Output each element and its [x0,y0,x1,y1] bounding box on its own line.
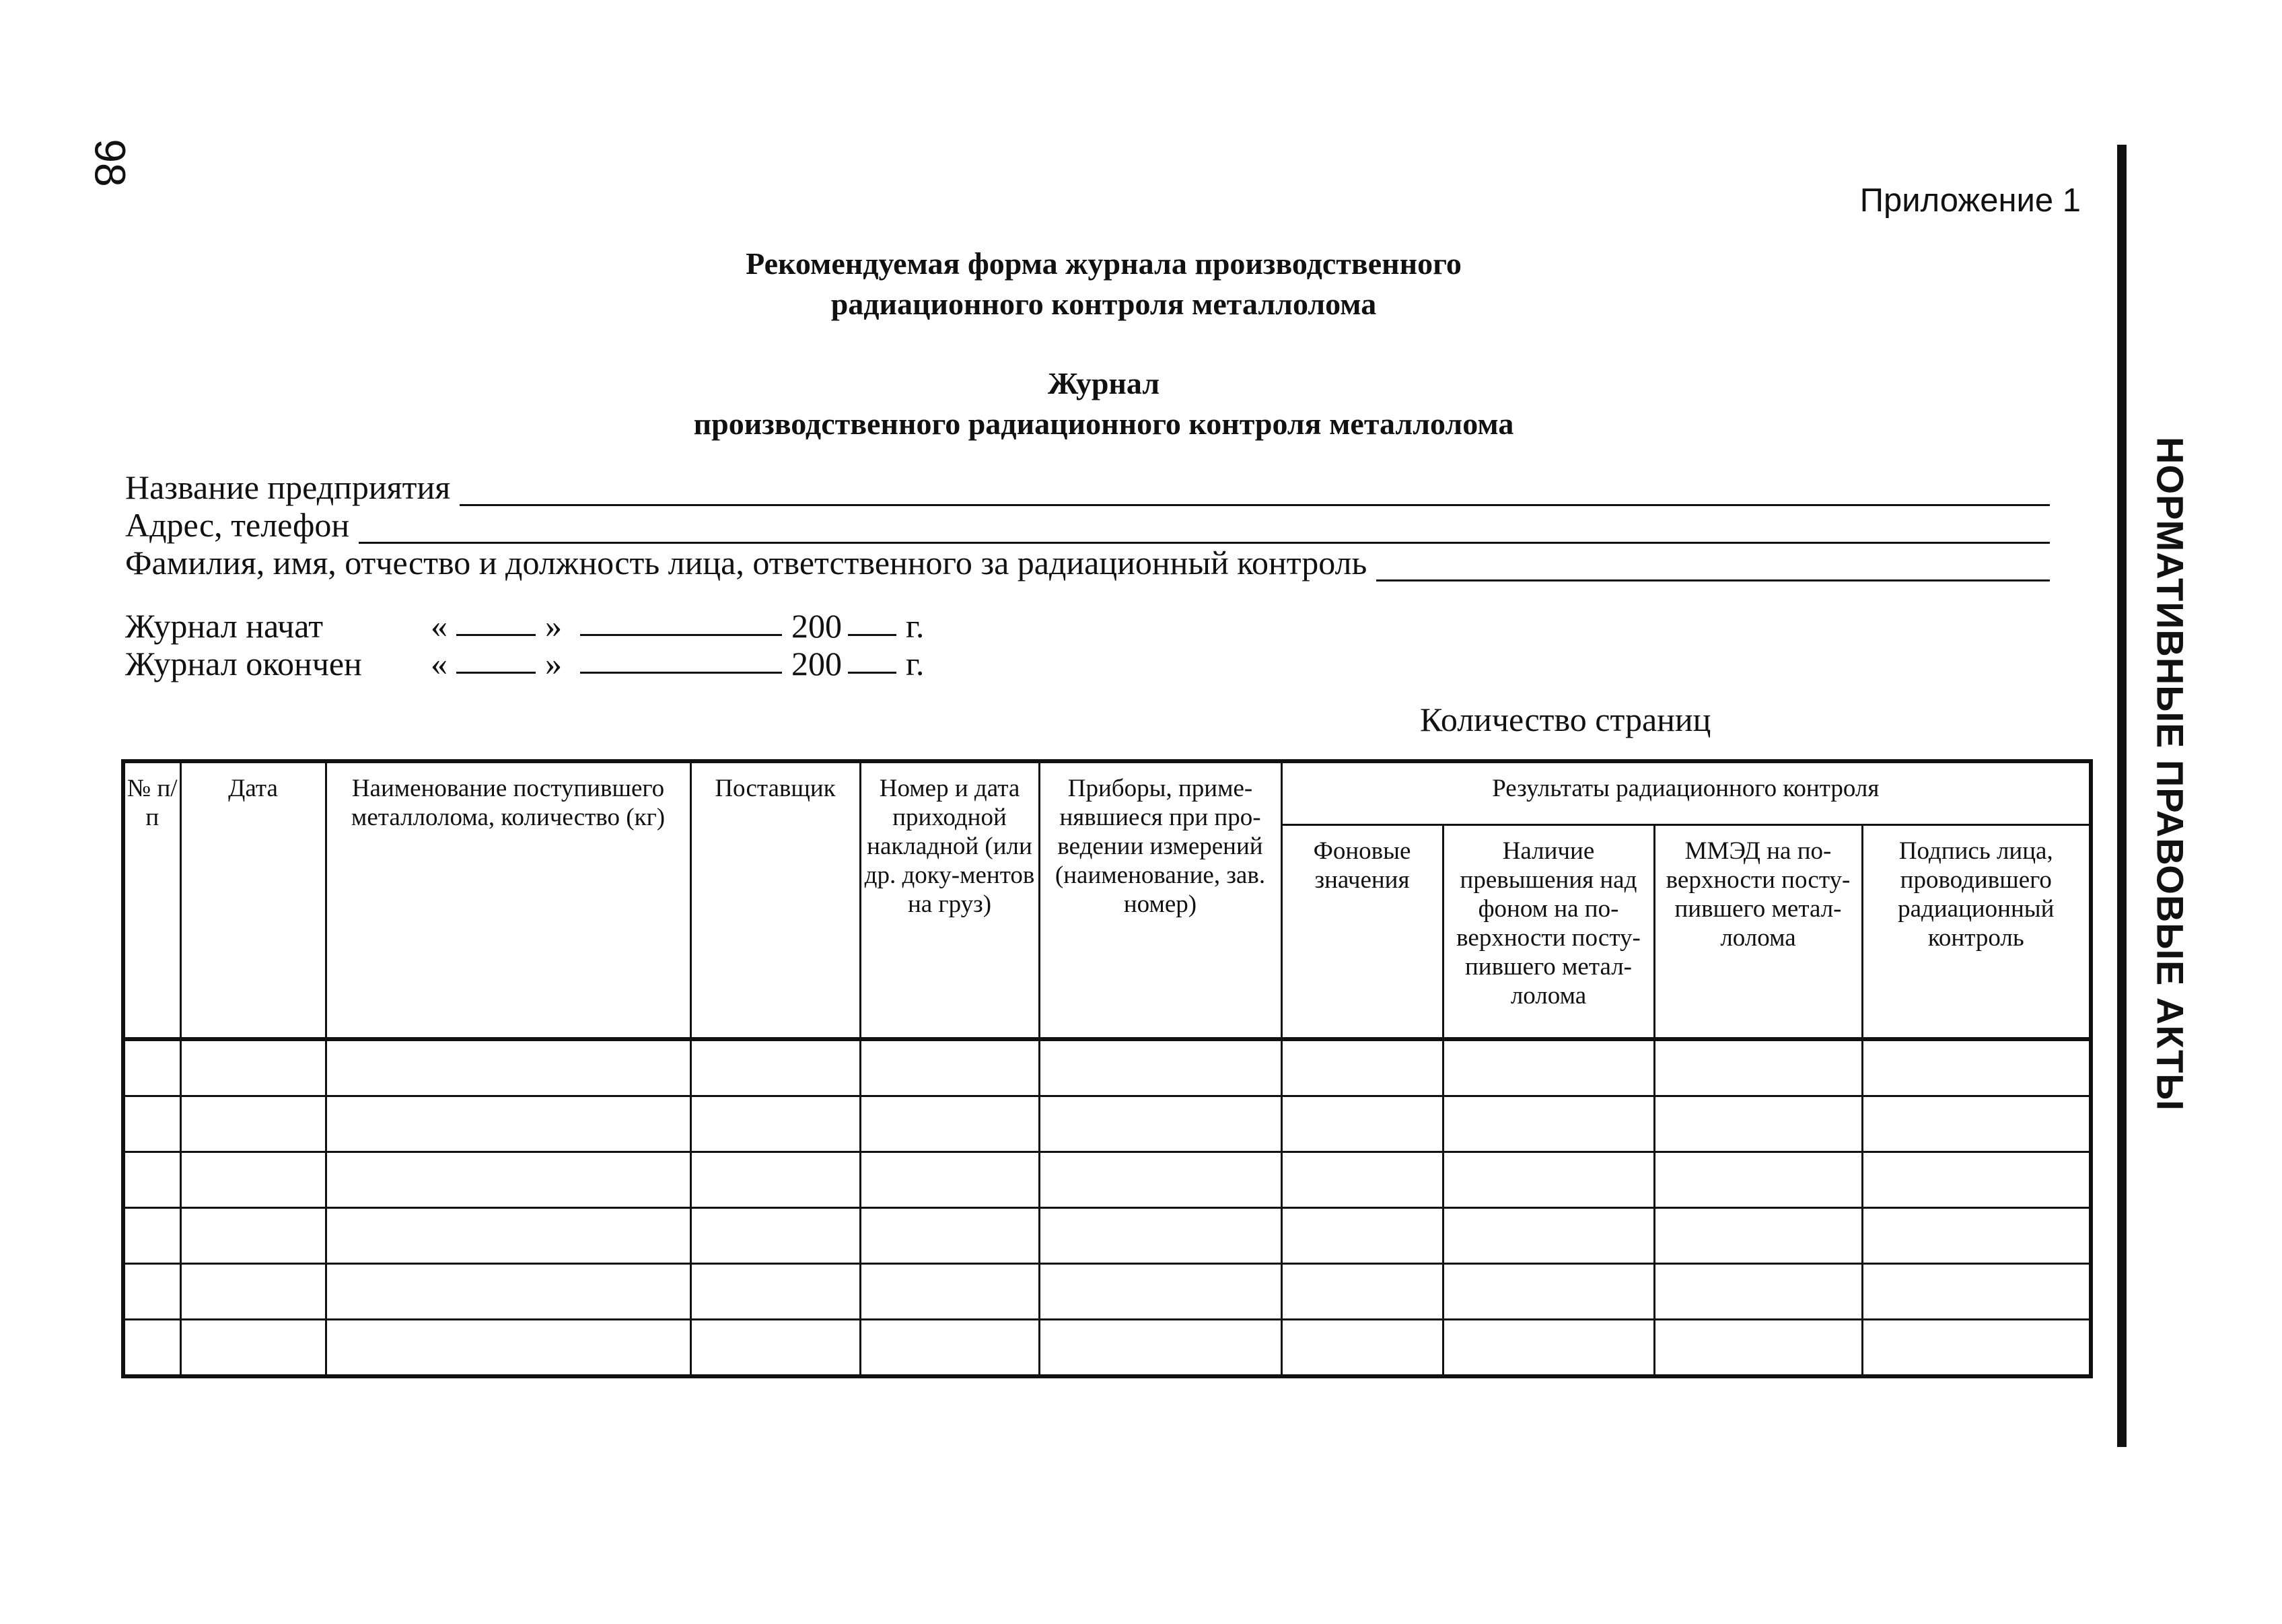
day-blank[interactable] [456,645,536,674]
table-cell[interactable] [1039,1320,1281,1377]
table-cell[interactable] [1039,1096,1281,1152]
table-row [123,1039,2091,1096]
year-blank[interactable] [848,645,896,674]
column-header-dose-rate: ММЭД на по-верхности посту-пившего метал-лолома [1654,825,1862,1040]
document-title-line1: Рекомендуемая форма журнала производственного [746,246,1462,281]
table-row [123,1320,2091,1377]
table-cell[interactable] [180,1096,326,1152]
table-cell[interactable] [1443,1320,1654,1377]
page-number: 98 [85,139,135,187]
table-cell[interactable] [1039,1039,1281,1096]
table-cell[interactable] [123,1208,180,1264]
column-header-excess: Наличие превышения над фоном на по-верхности посту-пившего метал-лолома [1443,825,1654,1040]
table-cell[interactable] [1862,1096,2091,1152]
enterprise-field [125,467,2050,506]
journal-ended-label: Журнал окончен [125,645,362,682]
table-cell[interactable] [326,1152,690,1208]
table-cell[interactable] [1443,1096,1654,1152]
column-header-scrap-name: Наименование поступившего металлолома, количество (кг) [326,761,690,1039]
column-header-invoice: Номер и дата приходной накладной (или др. доку-ментов на груз) [860,761,1039,1039]
table-cell[interactable] [180,1152,326,1208]
table-cell[interactable] [1281,1096,1443,1152]
pages-count-label: Количество страниц [1420,701,1711,738]
journal-table-body [123,1039,2091,1376]
table-cell[interactable] [123,1320,180,1377]
table-cell[interactable] [860,1039,1039,1096]
table-cell[interactable] [1862,1264,2091,1320]
table-row [123,1096,2091,1152]
table-cell[interactable] [180,1320,326,1377]
month-blank[interactable] [580,645,782,674]
table-cell[interactable] [1281,1264,1443,1320]
table-cell[interactable] [326,1096,690,1152]
table-cell[interactable] [690,1208,860,1264]
table-cell[interactable] [860,1320,1039,1377]
year-prefix: 200 [791,607,842,645]
table-cell[interactable] [690,1320,860,1377]
column-group-results: Результаты радиационного контроля [1281,761,2091,825]
year-suffix: г. [906,607,925,645]
table-cell[interactable] [1443,1152,1654,1208]
table-row [123,1208,2091,1264]
table-cell[interactable] [1654,1264,1862,1320]
table-cell[interactable] [123,1096,180,1152]
table-cell[interactable] [860,1096,1039,1152]
table-row [123,1152,2091,1208]
column-header-background: Фоновые значения [1281,825,1443,1040]
table-cell[interactable] [1281,1208,1443,1264]
table-cell[interactable] [326,1264,690,1320]
column-header-date: Дата [180,761,326,1039]
table-cell[interactable] [1039,1152,1281,1208]
table-row [123,1264,2091,1320]
table-cell[interactable] [1443,1208,1654,1264]
table-cell[interactable] [1654,1208,1862,1264]
year-blank[interactable] [848,607,896,636]
journal-title-line1: Журнал [1047,366,1160,400]
table-cell[interactable] [690,1039,860,1096]
table-cell[interactable] [690,1096,860,1152]
column-header-signature: Подпись лица, проводившего радиационный контроль [1862,825,2091,1040]
responsible-field [125,542,2050,581]
table-cell[interactable] [1281,1039,1443,1096]
table-cell[interactable] [1654,1039,1862,1096]
responsible-label: Фамилия, имя, отчество и должность лица, ответственного за радиационный контроль [125,544,1367,581]
column-header-instruments: Приборы, приме-нявшиеся при про-ведении измерений (наименование, зав. номер) [1039,761,1281,1039]
enterprise-blank[interactable] [460,473,2050,506]
address-field [125,505,2050,544]
table-cell[interactable] [1281,1320,1443,1377]
table-cell[interactable] [180,1208,326,1264]
month-blank[interactable] [580,607,782,636]
column-header-supplier: Поставщик [690,761,860,1039]
table-cell[interactable] [1443,1039,1654,1096]
table-cell[interactable] [1862,1320,2091,1377]
appendix-label: Приложение 1 [1859,182,2081,219]
table-cell[interactable] [180,1264,326,1320]
table-cell[interactable] [1654,1320,1862,1377]
table-cell[interactable] [690,1152,860,1208]
table-cell[interactable] [1443,1264,1654,1320]
table-cell[interactable] [1862,1208,2091,1264]
journal-table [121,759,2093,1378]
year-prefix: 200 [791,645,842,682]
journal-started-label: Журнал начат [125,607,324,645]
table-cell[interactable] [326,1039,690,1096]
table-cell[interactable] [690,1264,860,1320]
table-cell[interactable] [1862,1152,2091,1208]
table-cell[interactable] [1039,1208,1281,1264]
table-cell[interactable] [1654,1096,1862,1152]
table-cell[interactable] [860,1208,1039,1264]
table-cell[interactable] [860,1152,1039,1208]
side-section-label: НОРМАТИВНЫЕ ПРАВОВЫЕ АКТЫ [2149,437,2192,1111]
address-label: Адрес, телефон [125,506,350,544]
journal-title-line2: производственного радиационного контроля металлолома [693,407,1514,441]
table-cell[interactable] [326,1320,690,1377]
close-quote: » [545,607,562,645]
table-cell[interactable] [1654,1152,1862,1208]
table-cell[interactable] [860,1264,1039,1320]
table-cell[interactable] [326,1208,690,1264]
document-title-line2: радиационного контроля металлолома [830,287,1377,321]
table-cell[interactable] [123,1039,180,1096]
spine-bar [2117,145,2127,1447]
day-blank[interactable] [456,607,536,636]
open-quote: « [431,645,448,682]
year-suffix: г. [906,645,925,682]
table-cell[interactable] [1862,1039,2091,1096]
column-header-number: № п/п [123,761,180,1039]
table-cell[interactable] [123,1152,180,1208]
open-quote: « [431,607,448,645]
enterprise-label: Название предприятия [125,468,451,506]
table-cell[interactable] [180,1039,326,1096]
responsible-blank[interactable] [1376,549,2050,581]
address-blank[interactable] [359,511,2050,544]
document-title [471,244,1736,324]
table-cell[interactable] [1281,1152,1443,1208]
close-quote: » [545,645,562,682]
table-cell[interactable] [123,1264,180,1320]
table-cell[interactable] [1039,1264,1281,1320]
journal-title [471,363,1736,444]
